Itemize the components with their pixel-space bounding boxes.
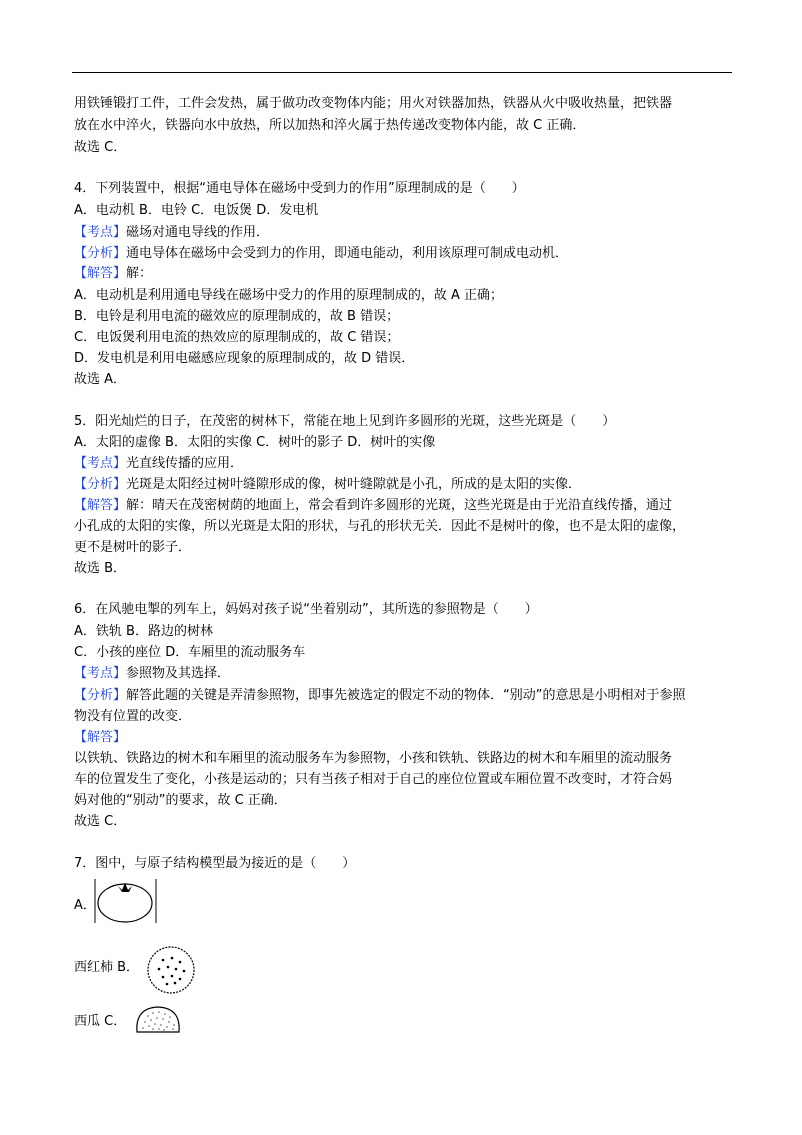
answer-line: 故选 A． bbox=[74, 372, 127, 387]
tomato-figure bbox=[94, 877, 158, 927]
jieda-tag: 【解答】 bbox=[74, 730, 127, 745]
watermelon-figure bbox=[145, 945, 197, 995]
q6-jieda bbox=[74, 729, 126, 747]
q4-jieda: 【解答】解： bbox=[74, 266, 153, 281]
fenxi-tag: 【分析】 bbox=[74, 246, 127, 261]
kaodian-tag: 【考点】 bbox=[74, 456, 127, 471]
question-6-options: C．小孩的座位 D．车厢里的流动服务车 bbox=[74, 645, 306, 660]
option-a-label: A． bbox=[74, 898, 96, 913]
text-line: 物没有位置的改变． bbox=[74, 709, 192, 724]
question-5-options: A．太阳的虚像 B．太阳的实像 C．树叶的影子 D．树叶的实像 bbox=[74, 435, 436, 450]
option-c-label: 西瓜 C． bbox=[74, 1014, 127, 1029]
bun-figure bbox=[133, 1004, 183, 1036]
question-6-options: A．铁轨 B．路边的树林 bbox=[74, 624, 213, 639]
question-5: 5．阳光灿烂的日子，在茂密的树林下，常能在地上见到许多圆形的光斑，这些光斑是（ ） bbox=[74, 414, 616, 429]
text-line: 小孔成的太阳的实像，所以光斑是太阳的形状，与孔的形状无关．因此不是树叶的像，也不是太阳的虚像， bbox=[74, 519, 686, 534]
q4-fenxi: 【分析】通电导体在磁场中会受到力的作用，即通电能动，利用该原理可制成电动机． bbox=[74, 246, 569, 261]
question-4-options: A．电动机 B．电铃 C．电饭煲 D．发电机 bbox=[74, 203, 319, 218]
answer-line: 故选 C． bbox=[74, 814, 127, 829]
text-line: 放在水中淬火，铁器向水中放热，所以加热和淬火属于热传递改变物体内能，故 C 正确． bbox=[74, 118, 586, 133]
text-line: 车的位置发生了变化，小孩是运动的；只有当孩子相对于自己的座位位置或车厢位置不改变时，才符合妈 bbox=[74, 772, 673, 787]
option-b-label: 西红柿 B． bbox=[74, 960, 140, 975]
jieda-tag: 【解答】 bbox=[74, 498, 127, 513]
answer-line: 故选 C． bbox=[74, 140, 127, 155]
text-line: 用铁锤锻打工件，工件会发热，属于做功改变物体内能；用火对铁器加热，铁器从火中吸收热量，把铁器 bbox=[74, 96, 673, 111]
kaodian-tag: 【考点】 bbox=[74, 666, 127, 681]
text-line: 更不是树叶的影子． bbox=[74, 540, 192, 555]
text-line: A．电动机是利用通电导线在磁场中受力的作用的原理制成的，故 A 正确； bbox=[74, 288, 504, 303]
fenxi-tag: 【分析】 bbox=[74, 477, 127, 492]
q4-kaodian: 【考点】磁场对通电导线的作用． bbox=[74, 225, 270, 240]
kaodian-tag: 【考点】 bbox=[74, 225, 127, 240]
q5-kaodian: 【考点】光直线传播的应用． bbox=[74, 456, 244, 471]
text-line: C．电饭煲利用电流的热效应的原理制成的，故 C 错误； bbox=[74, 330, 400, 345]
fenxi-tag: 【分析】 bbox=[74, 688, 127, 703]
header-rule bbox=[72, 72, 732, 73]
text-line: B．电铃是利用电流的磁效应的原理制成的，故 B 错误； bbox=[74, 309, 400, 324]
question-6: 6．在风驰电掣的列车上，妈妈对孩子说“坐着别动”，其所选的参照物是（ ） bbox=[74, 602, 538, 617]
text-line: D．发电机是利用电磁感应现象的原理制成的，故 D 错误． bbox=[74, 351, 415, 366]
text-line: 以铁轨、铁路边的树木和车厢里的流动服务车为参照物，小孩和铁轨、铁路边的树木和车厢里的流动服务 bbox=[74, 751, 673, 766]
text-line: 妈对他的“别动”的要求，故 C 正确． bbox=[74, 793, 287, 808]
question-4: 4．下列装置中，根据“通电导体在磁场中受到力的作用”原理制成的是（ ） bbox=[74, 181, 525, 196]
answer-line: 故选 B． bbox=[74, 561, 127, 576]
q5-jieda: 【解答】解：晴天在茂密树荫的地面上，常会看到许多圆形的光斑，这些光斑是由于光沿直线传播，通过 bbox=[74, 498, 673, 513]
q5-fenxi: 【分析】光斑是太阳经过树叶缝隙形成的像，树叶缝隙就是小孔，所成的是太阳的实像． bbox=[74, 477, 582, 492]
jieda-tag: 【解答】 bbox=[74, 266, 127, 281]
q6-kaodian: 【考点】参照物及其选择． bbox=[74, 666, 231, 681]
question-7: 7．图中，与原子结构模型最为接近的是（ ） bbox=[74, 856, 356, 871]
q6-fenxi: 【分析】解答此题的关键是弄清参照物，即事先被选定的假定不动的物体．“别动”的意思是小明相对于参照 bbox=[74, 688, 686, 703]
